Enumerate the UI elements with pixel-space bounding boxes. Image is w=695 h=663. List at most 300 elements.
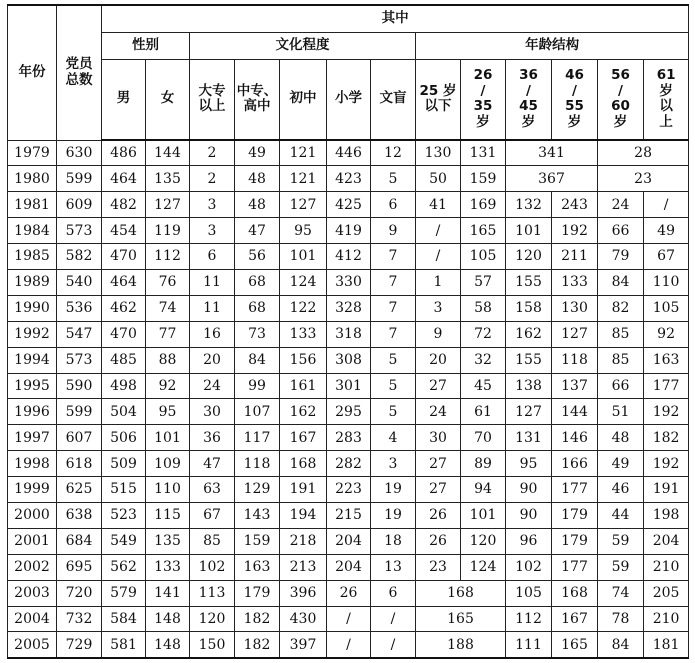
age-structure-header: 年龄结构: [416, 32, 689, 59]
cell-a56: 84: [598, 269, 644, 295]
cell-year: 1995: [8, 373, 57, 399]
cell-total: 684: [57, 528, 102, 554]
cell-year: 1998: [8, 451, 57, 477]
cell-total: 630: [57, 140, 102, 166]
cell-primary: 295: [327, 399, 371, 425]
cell-male: 498: [102, 373, 146, 399]
cell-a25: 20: [416, 347, 461, 373]
cell-a25: 3: [416, 295, 461, 321]
cell-junior: 121: [280, 166, 327, 192]
cell-total: 547: [57, 321, 102, 347]
cell-illiterate: 19: [371, 477, 416, 503]
cell-total: 573: [57, 347, 102, 373]
table-row: [8, 425, 689, 451]
cell-a61: 49: [644, 218, 689, 244]
cell-a61: 92: [644, 321, 689, 347]
age-25-below-header: 25 岁 以下: [416, 59, 461, 140]
cell-year: 1997: [8, 425, 57, 451]
age-26-35-header: 26 / 35 岁: [461, 59, 506, 140]
cell-a46: 179: [552, 528, 598, 554]
year-header: 年份: [8, 5, 57, 140]
cell-a25: /: [416, 218, 461, 244]
table-row: [8, 451, 689, 477]
cell-secondary: 117: [235, 425, 280, 451]
cell-a56: 82: [598, 295, 644, 321]
female-header: 女: [146, 59, 190, 140]
cell-a56: 85: [598, 347, 644, 373]
cell-a25-35-merged: 188: [416, 632, 506, 658]
cell-a25: 24: [416, 399, 461, 425]
cell-a26: 105: [461, 244, 506, 270]
cell-year: 1992: [8, 321, 57, 347]
cell-secondary: 107: [235, 399, 280, 425]
cell-a36: 127: [506, 399, 552, 425]
cell-college: 11: [190, 295, 235, 321]
cell-a61: 67: [644, 244, 689, 270]
cell-a26: 165: [461, 218, 506, 244]
cell-primary: 204: [327, 554, 371, 580]
cell-a56: 51: [598, 399, 644, 425]
age-56-60-header: 56 / 60 岁: [598, 59, 644, 140]
cell-total: 599: [57, 399, 102, 425]
cell-year: 1980: [8, 166, 57, 192]
header-row-3: [8, 59, 689, 140]
cell-a56: 79: [598, 244, 644, 270]
cell-college: 120: [190, 606, 235, 632]
cell-a61: 163: [644, 347, 689, 373]
cell-primary: 282: [327, 451, 371, 477]
cell-junior: 430: [280, 606, 327, 632]
cell-a36-55-merged: 341: [506, 140, 598, 166]
among-header: 其中: [102, 5, 689, 32]
cell-a46: 192: [552, 218, 598, 244]
cell-a56-61-merged: 28: [598, 140, 689, 166]
cell-a46: 130: [552, 295, 598, 321]
cell-total: 582: [57, 244, 102, 270]
cell-a25: 9: [416, 321, 461, 347]
cell-a26: 32: [461, 347, 506, 373]
cell-primary: 446: [327, 140, 371, 166]
college-header: 大专 以上: [190, 59, 235, 140]
table-row: [8, 295, 689, 321]
cell-total: 536: [57, 295, 102, 321]
cell-secondary: 48: [235, 166, 280, 192]
illiterate-header: 文盲: [371, 59, 416, 140]
male-header: 男: [102, 59, 146, 140]
secondary-header: 中专、 高中: [235, 59, 280, 140]
cell-a56: 24: [598, 192, 644, 218]
cell-college: 113: [190, 580, 235, 606]
cell-a36: 90: [506, 477, 552, 503]
cell-total: 618: [57, 451, 102, 477]
cell-female: 144: [146, 140, 190, 166]
cell-female: 74: [146, 295, 190, 321]
cell-secondary: 73: [235, 321, 280, 347]
cell-female: 76: [146, 269, 190, 295]
cell-junior: 95: [280, 218, 327, 244]
cell-junior: 162: [280, 399, 327, 425]
cell-college: 6: [190, 244, 235, 270]
cell-year: 1985: [8, 244, 57, 270]
cell-a25: 26: [416, 528, 461, 554]
cell-a25: 27: [416, 451, 461, 477]
table-row: [8, 140, 689, 166]
cell-total: 638: [57, 502, 102, 528]
cell-a46: 144: [552, 399, 598, 425]
cell-total: 599: [57, 166, 102, 192]
cell-a26: 169: [461, 192, 506, 218]
cell-a61: 191: [644, 477, 689, 503]
cell-a61: 105: [644, 295, 689, 321]
table-row: [8, 347, 689, 373]
cell-a46: 177: [552, 477, 598, 503]
cell-junior: 101: [280, 244, 327, 270]
cell-a36: 138: [506, 373, 552, 399]
cell-college: 85: [190, 528, 235, 554]
cell-female: 112: [146, 244, 190, 270]
cell-secondary: 84: [235, 347, 280, 373]
cell-year: 2002: [8, 554, 57, 580]
header-row-2: [8, 32, 689, 59]
cell-female: 141: [146, 580, 190, 606]
cell-a36: 155: [506, 347, 552, 373]
cell-junior: 133: [280, 321, 327, 347]
cell-a46: 211: [552, 244, 598, 270]
cell-a36: 120: [506, 244, 552, 270]
cell-junior: 124: [280, 269, 327, 295]
cell-a36: 96: [506, 528, 552, 554]
cell-illiterate: 5: [371, 373, 416, 399]
cell-female: 110: [146, 477, 190, 503]
cell-a36: 102: [506, 554, 552, 580]
cell-female: 133: [146, 554, 190, 580]
cell-primary: 204: [327, 528, 371, 554]
cell-a25: 130: [416, 140, 461, 166]
cell-a25: 41: [416, 192, 461, 218]
cell-illiterate: 18: [371, 528, 416, 554]
table-row: [8, 166, 689, 192]
cell-primary: 215: [327, 502, 371, 528]
cell-illiterate: 5: [371, 166, 416, 192]
cell-a26: 120: [461, 528, 506, 554]
cell-a36: 95: [506, 451, 552, 477]
cell-female: 135: [146, 166, 190, 192]
cell-junior: 121: [280, 140, 327, 166]
cell-year: 2000: [8, 502, 57, 528]
cell-male: 504: [102, 399, 146, 425]
cell-year: 1979: [8, 140, 57, 166]
cell-secondary: 99: [235, 373, 280, 399]
party-member-statistics-table: [7, 4, 689, 659]
cell-secondary: 118: [235, 451, 280, 477]
cell-college: 150: [190, 632, 235, 658]
cell-male: 462: [102, 295, 146, 321]
cell-a61: 177: [644, 373, 689, 399]
cell-primary: 26: [327, 580, 371, 606]
cell-a25: 23: [416, 554, 461, 580]
cell-a61: 192: [644, 399, 689, 425]
cell-female: 115: [146, 502, 190, 528]
cell-illiterate: 4: [371, 425, 416, 451]
education-header: 文化程度: [190, 32, 416, 59]
cell-illiterate: 7: [371, 295, 416, 321]
cell-a25: 26: [416, 502, 461, 528]
cell-a46: 118: [552, 347, 598, 373]
cell-primary: /: [327, 632, 371, 658]
members-total-header: 党员 总数: [57, 5, 102, 140]
cell-junior: 156: [280, 347, 327, 373]
cell-college: 47: [190, 451, 235, 477]
cell-secondary: 129: [235, 477, 280, 503]
cell-a36: 131: [506, 425, 552, 451]
cell-a56: 84: [598, 632, 644, 658]
table-row: [8, 373, 689, 399]
cell-a56: 49: [598, 451, 644, 477]
cell-a25: 50: [416, 166, 461, 192]
table-row: [8, 554, 689, 580]
cell-junior: 161: [280, 373, 327, 399]
cell-a61: 181: [644, 632, 689, 658]
cell-total: 625: [57, 477, 102, 503]
cell-a26: 101: [461, 502, 506, 528]
cell-year: 2003: [8, 580, 57, 606]
cell-a36: 155: [506, 269, 552, 295]
cell-a46: 167: [552, 606, 598, 632]
cell-a26: 61: [461, 399, 506, 425]
cell-year: 2005: [8, 632, 57, 658]
cell-total: 720: [57, 580, 102, 606]
cell-total: 732: [57, 606, 102, 632]
cell-female: 109: [146, 451, 190, 477]
cell-year: 2001: [8, 528, 57, 554]
cell-a46: 168: [552, 580, 598, 606]
cell-female: 127: [146, 192, 190, 218]
cell-junior: 127: [280, 192, 327, 218]
cell-illiterate: 5: [371, 347, 416, 373]
cell-illiterate: 13: [371, 554, 416, 580]
age-46-55-header: 46 / 55 岁: [552, 59, 598, 140]
cell-a56: 66: [598, 373, 644, 399]
cell-college: 63: [190, 477, 235, 503]
cell-male: 579: [102, 580, 146, 606]
table-row: [8, 399, 689, 425]
cell-male: 581: [102, 632, 146, 658]
cell-year: 1989: [8, 269, 57, 295]
cell-female: 135: [146, 528, 190, 554]
cell-a36-55-merged: 367: [506, 166, 598, 192]
cell-a25: 1: [416, 269, 461, 295]
cell-a61: 204: [644, 528, 689, 554]
cell-primary: 423: [327, 166, 371, 192]
cell-a36: 111: [506, 632, 552, 658]
cell-a46: 165: [552, 632, 598, 658]
cell-illiterate: 12: [371, 140, 416, 166]
table-row: [8, 580, 689, 606]
cell-male: 454: [102, 218, 146, 244]
cell-a56: 85: [598, 321, 644, 347]
cell-a61: /: [644, 192, 689, 218]
cell-junior: 168: [280, 451, 327, 477]
table-row: [8, 606, 689, 632]
cell-male: 464: [102, 269, 146, 295]
cell-a56: 59: [598, 528, 644, 554]
cell-a46: 177: [552, 554, 598, 580]
cell-a46: 146: [552, 425, 598, 451]
cell-male: 506: [102, 425, 146, 451]
cell-secondary: 47: [235, 218, 280, 244]
cell-college: 67: [190, 502, 235, 528]
cell-a46: 133: [552, 269, 598, 295]
cell-a25: 27: [416, 373, 461, 399]
cell-a56: 66: [598, 218, 644, 244]
cell-year: 1981: [8, 192, 57, 218]
cell-a56: 48: [598, 425, 644, 451]
header-row-1: [8, 5, 689, 32]
age-61-above-header: 61 岁 以 上: [644, 59, 689, 140]
table-row: [8, 477, 689, 503]
cell-year: 1984: [8, 218, 57, 244]
cell-male: 562: [102, 554, 146, 580]
cell-junior: 191: [280, 477, 327, 503]
table-row: [8, 632, 689, 658]
cell-secondary: 56: [235, 244, 280, 270]
cell-illiterate: /: [371, 606, 416, 632]
cell-total: 609: [57, 192, 102, 218]
cell-a56: 46: [598, 477, 644, 503]
cell-male: 470: [102, 321, 146, 347]
cell-a46: 137: [552, 373, 598, 399]
cell-primary: 308: [327, 347, 371, 373]
cell-female: 92: [146, 373, 190, 399]
age-36-45-header: 36 / 45 岁: [506, 59, 552, 140]
cell-a56-61-merged: 23: [598, 166, 689, 192]
cell-a25: 27: [416, 477, 461, 503]
cell-illiterate: 5: [371, 399, 416, 425]
cell-junior: 194: [280, 502, 327, 528]
junior-header: 初中: [280, 59, 327, 140]
cell-male: 515: [102, 477, 146, 503]
cell-a46: 179: [552, 502, 598, 528]
table-row: [8, 321, 689, 347]
cell-illiterate: 19: [371, 502, 416, 528]
cell-primary: 425: [327, 192, 371, 218]
cell-male: 464: [102, 166, 146, 192]
cell-college: 3: [190, 192, 235, 218]
cell-female: 77: [146, 321, 190, 347]
cell-female: 148: [146, 606, 190, 632]
cell-primary: 328: [327, 295, 371, 321]
cell-a36: 90: [506, 502, 552, 528]
cell-secondary: 68: [235, 295, 280, 321]
cell-college: 30: [190, 399, 235, 425]
cell-a56: 78: [598, 606, 644, 632]
cell-college: 24: [190, 373, 235, 399]
cell-secondary: 143: [235, 502, 280, 528]
table-row: [8, 269, 689, 295]
cell-year: 1999: [8, 477, 57, 503]
cell-a26: 124: [461, 554, 506, 580]
cell-a61: 210: [644, 554, 689, 580]
cell-a36: 158: [506, 295, 552, 321]
cell-college: 11: [190, 269, 235, 295]
cell-total: 695: [57, 554, 102, 580]
cell-illiterate: 7: [371, 244, 416, 270]
cell-a61: 182: [644, 425, 689, 451]
cell-junior: 122: [280, 295, 327, 321]
cell-primary: 419: [327, 218, 371, 244]
cell-illiterate: 9: [371, 218, 416, 244]
cell-a26: 45: [461, 373, 506, 399]
table-row: [8, 218, 689, 244]
cell-secondary: 49: [235, 140, 280, 166]
cell-illiterate: 6: [371, 580, 416, 606]
cell-junior: 396: [280, 580, 327, 606]
cell-female: 88: [146, 347, 190, 373]
cell-primary: 223: [327, 477, 371, 503]
cell-male: 549: [102, 528, 146, 554]
cell-male: 584: [102, 606, 146, 632]
cell-illiterate: 7: [371, 269, 416, 295]
cell-a46: 166: [552, 451, 598, 477]
cell-secondary: 159: [235, 528, 280, 554]
cell-female: 148: [146, 632, 190, 658]
cell-secondary: 182: [235, 606, 280, 632]
cell-college: 36: [190, 425, 235, 451]
cell-a26: 58: [461, 295, 506, 321]
cell-college: 20: [190, 347, 235, 373]
cell-college: 3: [190, 218, 235, 244]
cell-a36: 132: [506, 192, 552, 218]
cell-illiterate: 6: [371, 192, 416, 218]
cell-primary: /: [327, 606, 371, 632]
cell-a26: 57: [461, 269, 506, 295]
table-row: [8, 244, 689, 270]
cell-a25-35-merged: 168: [416, 580, 506, 606]
cell-a61: 205: [644, 580, 689, 606]
cell-female: 101: [146, 425, 190, 451]
cell-a26: 94: [461, 477, 506, 503]
primary-header: 小学: [327, 59, 371, 140]
cell-total: 540: [57, 269, 102, 295]
cell-total: 607: [57, 425, 102, 451]
cell-a61: 198: [644, 502, 689, 528]
cell-primary: 301: [327, 373, 371, 399]
cell-a61: 192: [644, 451, 689, 477]
cell-year: 1994: [8, 347, 57, 373]
cell-female: 95: [146, 399, 190, 425]
cell-junior: 167: [280, 425, 327, 451]
cell-year: 1990: [8, 295, 57, 321]
cell-primary: 330: [327, 269, 371, 295]
cell-male: 509: [102, 451, 146, 477]
cell-junior: 213: [280, 554, 327, 580]
cell-college: 102: [190, 554, 235, 580]
cell-junior: 218: [280, 528, 327, 554]
cell-a36: 105: [506, 580, 552, 606]
cell-illiterate: /: [371, 632, 416, 658]
cell-college: 2: [190, 166, 235, 192]
cell-a26: 72: [461, 321, 506, 347]
cell-a26: 70: [461, 425, 506, 451]
cell-a26: 89: [461, 451, 506, 477]
gender-header: 性别: [102, 32, 190, 59]
cell-total: 590: [57, 373, 102, 399]
cell-a56: 74: [598, 580, 644, 606]
cell-a46: 127: [552, 321, 598, 347]
cell-a56: 59: [598, 554, 644, 580]
cell-a61: 210: [644, 606, 689, 632]
cell-male: 486: [102, 140, 146, 166]
